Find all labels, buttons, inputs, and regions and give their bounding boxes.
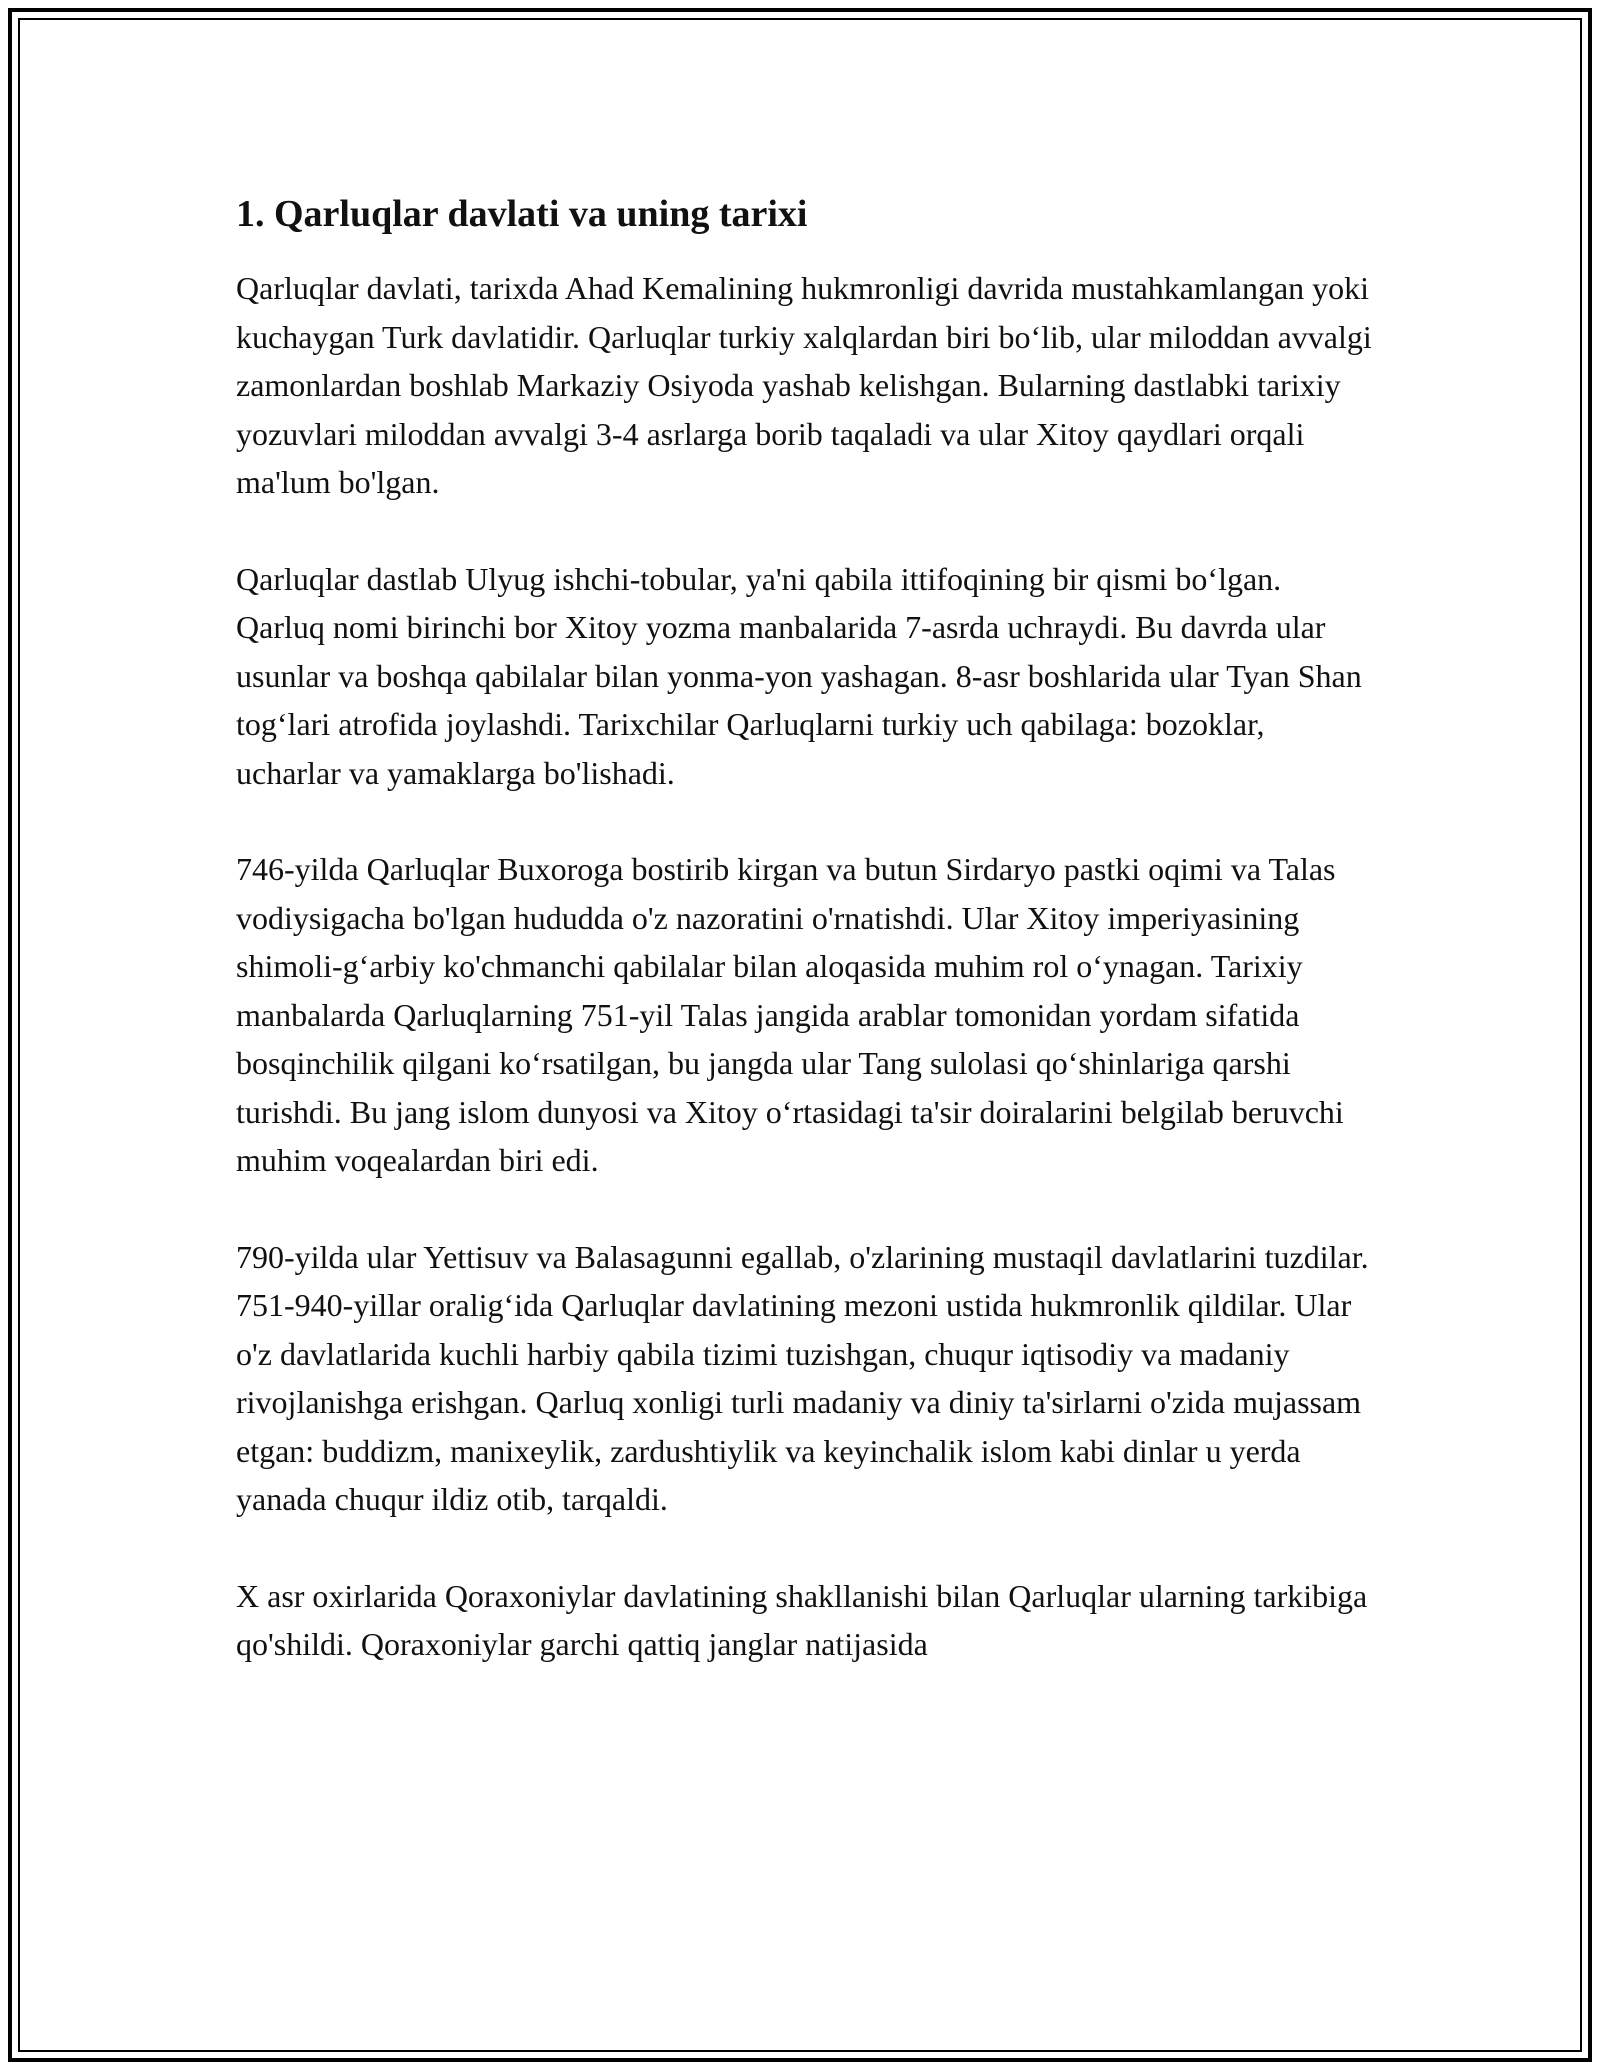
paragraph-5: X asr oxirlarida Qoraxoniylar davlatining shakllanishi bilan Qarluqlar ularning tarkibiga qo'shildi. Qoraxoniylar garchi qattiq janglar natijasida [236,1577,1368,1662]
section-heading: 1. Qarluqlar davlati va uning tarixi [236,193,808,235]
document-body [236,184,1376,1717]
paragraph-2: Qarluqlar dastlab Ulyug ishchi-tobular, ya'ni qabila ittifoqining bir qismi bo‘lgan. Qarluq nomi birinchi bor Xitoy yozma manbalarida 7-asrda uchraydi. Bu davrda ular usunlar va boshqa qabilalar bilan yonma-yon yashagan. 8-asr boshlarida ular Tyan Shan tog‘lari atrofida joylashdi. Tarixchilar Qarluqlarni turkiy uch qabilaga: bozoklar, ucharlar va yamaklarga bo'lishadi. [236,560,1362,791]
paragraph-1: Qarluqlar davlati, tarixda Ahad Kemalining hukmronligi davrida mustahkamlangan yoki kuchaygan Turk davlatidir. Qarluqlar turkiy xalqlardan biri bo‘lib, ular miloddan avvalgi zamonlardan boshlab Markaziy Osiyoda yashab kelishgan. Bularning dastlabki tarixiy yozuvlari miloddan avvalgi 3-4 asrlarga borib taqaladi va ular Xitoy qaydlari orqali ma'lum bo'lgan. [236,270,1372,500]
paragraph-4: 790-yilda ular Yettisuv va Balasagunni egallab, o'zlarining mustaqil davlatlarini tuzdilar. 751-940-yillar oralig‘ida Qarluqlar davlatining mezoni ustida hukmronlik qildilar. Ular o'z davlatlarida kuchli harbiy qabila tizimi tuzishgan, chuqur iqtisodiy va madaniy rivojlanishga erishgan. Qarluq xonligi turli madaniy va diniy ta'sirlarni o'zida mujassam etgan: buddizm, manixeylik, zardushtiylik va keyinchalik islom kabi dinlar u yerda yanada chuqur ildiz otib, tarqaldi. [236,1238,1369,1517]
paragraph-3: 746-yilda Qarluqlar Buxoroga bostirib kirgan va butun Sirdaryo pastki oqimi va Talas vodiysigacha bo'lgan hududda o'z nazoratini o'rnatishdi. Ular Xitoy imperiyasining shimoli-g‘arbiy ko'chmanchi qabilalar bilan aloqasida muhim rol o‘ynagan. Tarixiy manbalarda Qarluqlarning 751-yil Talas jangida arablar tomonidan yordam sifatida bosqinchilik qilgani ko‘rsatilgan, bu jangda ular Tang sulolasi qo‘shinlariga qarshi turishdi. Bu jang islom dunyosi va Xitoy o‘rtasidagi ta'sir doiralarini belgilab beruvchi muhim voqealardan biri edi. [236,851,1344,1178]
